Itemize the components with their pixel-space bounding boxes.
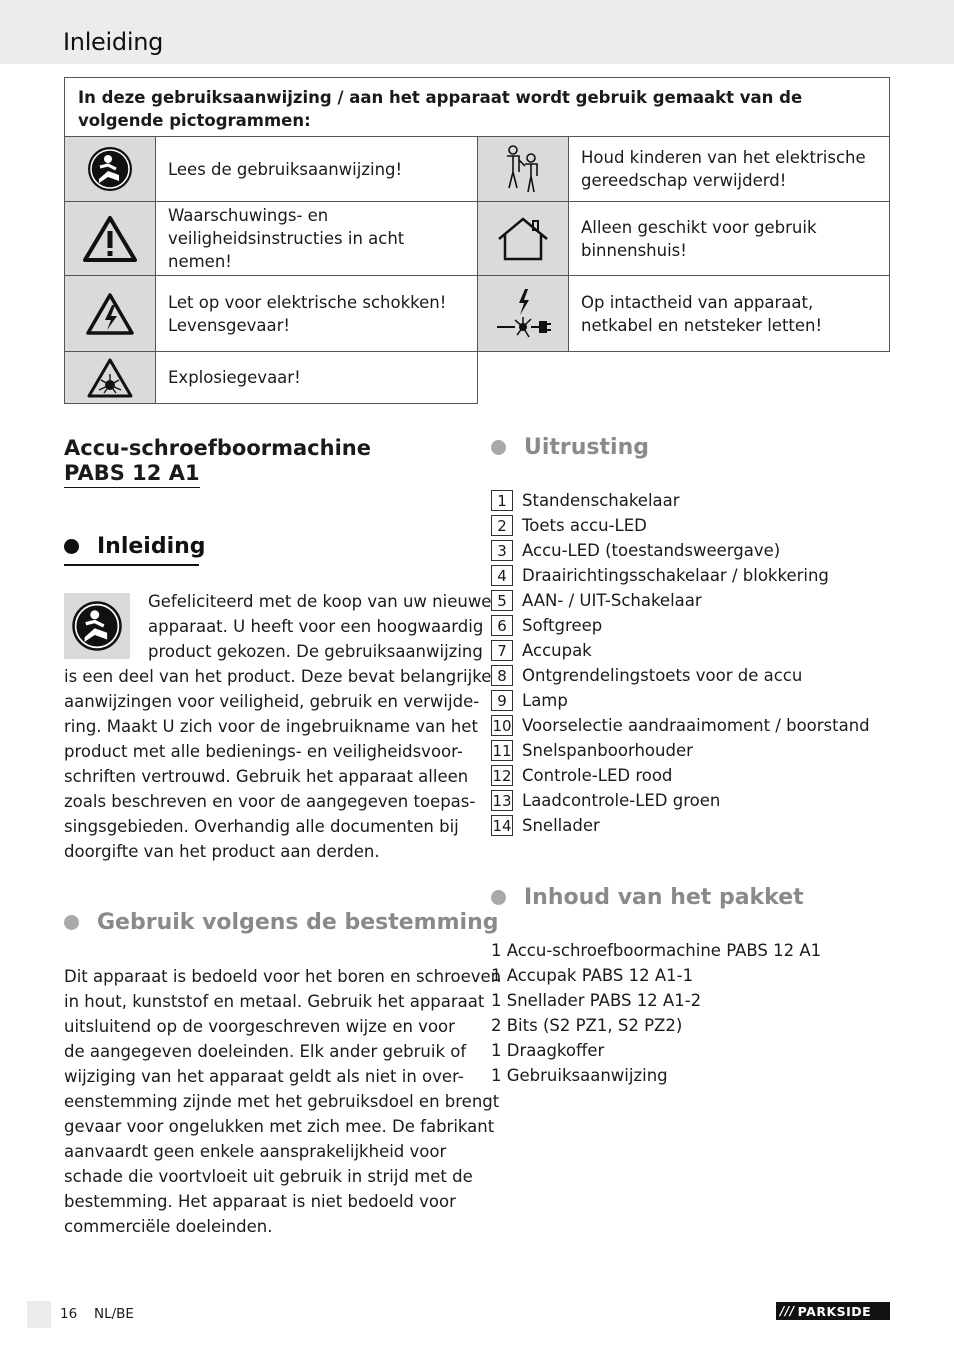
item-label: Voorselectie aandraaimoment / boorstand <box>522 716 870 735</box>
intro-line: doorgifte van het product aan derden. <box>64 842 380 861</box>
indoor-house-icon <box>477 201 569 276</box>
intro-line: singsgebieden. Overhandig alle documenten bij <box>64 817 459 836</box>
usage-line: commerciële doeleinden. <box>64 1217 273 1236</box>
pictogram-text: Op intactheid van apparaat, netkabel en netsteker letten! <box>568 275 890 352</box>
pictogram-text: Waarschuwings- en veiligheidsinstructies in acht nemen! <box>155 201 478 276</box>
pictogram-text: Explosiegevaar! <box>155 351 478 404</box>
keep-children-away-icon <box>477 136 569 202</box>
intro-heading <box>64 534 206 559</box>
item-number: 8 <box>491 665 513 686</box>
intro-heading-underline <box>64 564 199 566</box>
product-title-line1: Accu-schroefboormachine <box>64 436 371 460</box>
brand-slashes: /// <box>780 1304 795 1318</box>
item-number: 14 <box>492 816 512 835</box>
usage-line: eenstemming zijnde met het gebruiksdoel en brengt <box>64 1092 500 1111</box>
package-heading-label: Inhoud van het pakket <box>524 885 804 910</box>
item-label: Draairichtingsschakelaar / blokkering <box>522 566 829 585</box>
list-item <box>491 613 603 638</box>
list-item <box>491 813 600 838</box>
item-label: Accupak <box>522 641 592 660</box>
pictogram-text: Let op voor elektrische schokken! Levensgevaar! <box>155 275 478 352</box>
intro-heading-label: Inleiding <box>97 534 206 559</box>
item-label: Accu-LED (toestandsweergave) <box>522 541 781 560</box>
electric-shock-icon <box>64 275 156 352</box>
list-item <box>491 663 803 688</box>
usage-line: in hout, kunststof en metaal. Gebruik het apparaat <box>64 992 485 1011</box>
intro-line: product met alle bedienings- en veiligheidsvoor- <box>64 742 463 761</box>
list-item <box>491 588 702 613</box>
list-item <box>491 563 829 588</box>
list-item: 1 Gebruiksaanwijzing <box>491 1066 668 1085</box>
brand-name: PARKSIDE <box>797 1303 872 1319</box>
pictogram-text: Lees de gebruiksaanwijzing! <box>155 136 478 202</box>
intro-line: aanwijzingen voor veiligheid, gebruik en verwijde- <box>64 692 480 711</box>
list-item: 1 Accupak PABS 12 A1-1 <box>491 966 694 985</box>
page-title: Inleiding <box>63 28 164 56</box>
intro-line: apparaat. U heeft voor een hoogwaardig <box>148 617 484 636</box>
bullet-dot <box>491 890 506 905</box>
language-code: NL/BE <box>94 1306 134 1322</box>
list-item <box>491 638 592 663</box>
usage-line: gevaar voor ongelukken met zich mee. De fabrikant <box>64 1117 495 1136</box>
list-item <box>491 488 680 513</box>
product-title-line2: PABS 12 A1 <box>64 461 200 488</box>
page-number: 16 <box>60 1306 78 1322</box>
item-label: Snellader <box>522 816 600 835</box>
intro-line: zoals beschreven en voor de aangegeven toepas- <box>64 792 476 811</box>
item-label: Ontgrendelingstoets voor de accu <box>522 666 803 685</box>
item-number: 10 <box>492 716 512 735</box>
list-item <box>491 538 781 563</box>
list-item <box>491 738 693 763</box>
footer-marker <box>27 1301 51 1328</box>
usage-line: schade die voortvloeit uit gebruik in strijd met de <box>64 1167 473 1186</box>
list-item: 1 Draagkoffer <box>491 1041 605 1060</box>
item-label: Lamp <box>522 691 568 710</box>
usage-heading <box>64 910 498 935</box>
damaged-cable-icon <box>477 275 569 352</box>
list-item <box>491 788 721 813</box>
equipment-heading <box>491 435 649 460</box>
item-number: 4 <box>491 565 513 586</box>
usage-line: Dit apparaat is bedoeld voor het boren en schroeven <box>64 967 502 986</box>
usage-line: aanvaardt geen enkele aansprakelijkheid voor <box>64 1142 447 1161</box>
item-label: Laadcontrole-LED groen <box>522 791 721 810</box>
item-label: Snelspanboorhouder <box>522 741 693 760</box>
item-number: 1 <box>491 490 513 511</box>
intro-line: is een deel van het product. Deze bevat belangrijke <box>64 667 492 686</box>
intro-line: schriften vertrouwd. Gebruik het apparaat alleen <box>64 767 469 786</box>
item-number: 9 <box>491 690 513 711</box>
brand-logo <box>776 1302 890 1320</box>
list-item: 2 Bits (S2 PZ1, S2 PZ2) <box>491 1016 683 1035</box>
list-item <box>491 713 870 738</box>
pictogram-text: Houd kinderen van het elektrische gereedschap verwijderd! <box>568 136 890 202</box>
item-label: Toets accu-LED <box>522 516 647 535</box>
pictogram-caption: In deze gebruiksaanwijzing / aan het apparaat wordt gebruik gemaakt van de volgende pictogrammen: <box>64 77 890 137</box>
usage-line: bestemming. Het apparaat is niet bedoeld voor <box>64 1192 456 1211</box>
item-number: 13 <box>492 791 512 810</box>
item-label: Controle-LED rood <box>522 766 673 785</box>
intro-line: Gefeliciteerd met de koop van uw nieuwe <box>148 592 492 611</box>
item-number: 2 <box>491 515 513 536</box>
usage-line: uitsluitend op de voorgeschreven wijze en voor <box>64 1017 455 1036</box>
usage-line: de aangegeven doeleinden. Elk ander gebruik of <box>64 1042 467 1061</box>
product-heading <box>64 436 371 488</box>
item-number: 7 <box>491 640 513 661</box>
read-manual-icon <box>64 136 156 202</box>
list-item <box>491 688 568 713</box>
item-number: 5 <box>491 590 513 611</box>
explosion-icon <box>64 351 156 404</box>
pictogram-text: Alleen geschikt voor gebruik binnenshuis! <box>568 201 890 276</box>
warning-triangle-icon <box>64 201 156 276</box>
item-label: Standenschakelaar <box>522 491 680 510</box>
bullet-dot <box>491 440 506 455</box>
bullet-dot <box>64 539 79 554</box>
equipment-heading-label: Uitrusting <box>524 435 649 460</box>
item-number: 3 <box>491 540 513 561</box>
list-item <box>491 763 673 788</box>
item-label: Softgreep <box>522 616 603 635</box>
bullet-dot <box>64 915 79 930</box>
item-number: 11 <box>492 741 512 760</box>
list-item: 1 Snellader PABS 12 A1-2 <box>491 991 702 1010</box>
read-manual-icon <box>64 593 130 659</box>
item-label: AAN- / UIT-Schakelaar <box>522 591 702 610</box>
item-number: 6 <box>491 615 513 636</box>
usage-heading-label: Gebruik volgens de bestemming <box>97 910 499 935</box>
list-item <box>491 513 647 538</box>
intro-line: product gekozen. De gebruiksaanwijzing <box>148 642 483 661</box>
usage-line: wijziging van het apparaat geldt als niet in over- <box>64 1067 464 1086</box>
list-item: 1 Accu-schroefboormachine PABS 12 A1 <box>491 941 822 960</box>
intro-line: ring. Maakt U zich voor de ingebruikname van het <box>64 717 478 736</box>
item-number: 12 <box>492 766 512 785</box>
package-heading <box>491 885 804 910</box>
